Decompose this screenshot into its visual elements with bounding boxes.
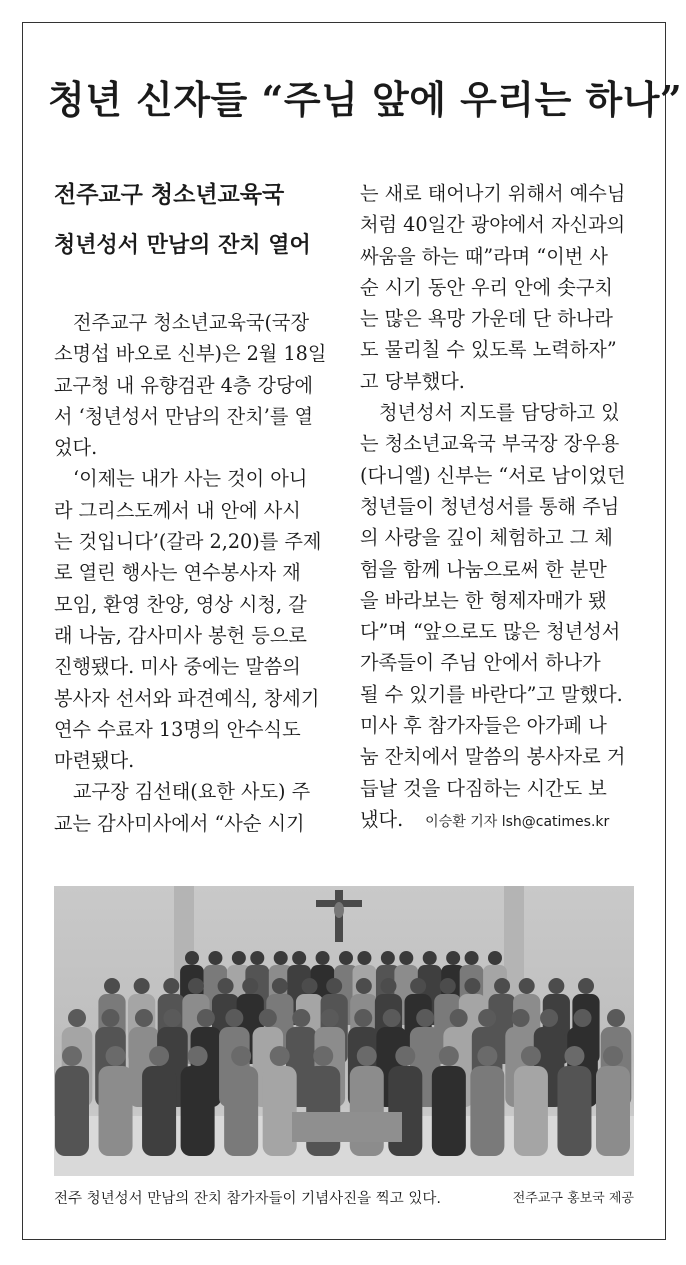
body-line: 눔 잔치에서 말씀의 봉사자로 거	[360, 745, 626, 769]
person-figure	[596, 1066, 630, 1156]
body-line: 서 ‘청년성서 만남의 잔치’를 열	[54, 404, 314, 428]
person-figure	[432, 1066, 466, 1156]
body-line: 교는 감사미사에서 “사순 시기	[54, 811, 305, 835]
person-figure	[181, 1066, 215, 1156]
body-line: 가족들이 주님 안에서 하나가	[360, 651, 601, 675]
person-head	[218, 978, 234, 994]
person-head	[62, 1046, 82, 1066]
body-line: 듭날 것을 다짐하는 시간도 보	[360, 776, 607, 800]
person-head	[185, 951, 199, 965]
person-head	[272, 978, 288, 994]
byline: 이승환 기자 lsh@catimes.kr	[425, 813, 610, 830]
person-head	[494, 978, 510, 994]
body-line: 는 많은 욕망 가운데 단 하나라	[360, 307, 613, 331]
person-head	[231, 1046, 251, 1066]
person-head	[380, 978, 396, 994]
person-head	[578, 978, 594, 994]
person-head	[188, 1046, 208, 1066]
person-head	[188, 978, 204, 994]
person-head	[259, 1009, 277, 1027]
body-line: 는 청소년교육국 부국장 장우용	[360, 432, 620, 456]
subhead-secondary: 청년성서 만남의 잔치 열어	[54, 233, 311, 258]
person-head	[440, 978, 456, 994]
body-line: 을 바라보는 한 형제자매가 됐	[360, 588, 607, 612]
body-line: 진행됐다. 미사 중에는 말씀의	[54, 655, 301, 679]
body-line: 교구장 김선태(요한 사도) 주	[73, 780, 311, 804]
person-head	[68, 1009, 86, 1027]
person-head	[383, 1009, 401, 1027]
person-head	[302, 978, 318, 994]
person-figure	[557, 1066, 591, 1156]
body-line: 연수 수료자 13명의 안수식도	[54, 717, 301, 741]
person-figure	[306, 1066, 340, 1156]
headline: 청년 신자들 “주님 앞에 우리는 하나”	[48, 77, 683, 122]
person-head	[548, 978, 564, 994]
person-head	[274, 951, 288, 965]
body-line: 었다.	[54, 436, 98, 460]
person-head	[326, 978, 342, 994]
body-line: 다”며 “앞으로도 많은 청년성서	[360, 620, 621, 644]
person-head	[356, 978, 372, 994]
person-head	[321, 1009, 339, 1027]
person-head	[208, 951, 222, 965]
person-head	[270, 1046, 290, 1066]
body-line: 라 그리스도께서 내 안에 사시	[54, 498, 301, 522]
photo-caption-bar	[54, 1186, 634, 1212]
body-line: 는 새로 태어나기 위해서 예수님	[360, 182, 626, 205]
body-line: 마련됐다.	[54, 749, 135, 773]
person-head	[225, 1009, 243, 1027]
person-head	[488, 951, 502, 965]
person-figure	[224, 1066, 258, 1156]
person-head	[410, 978, 426, 994]
body-line: 도 물리칠 수 있도록 노력하자”	[360, 338, 617, 362]
body-column-right	[360, 178, 640, 838]
body-line: 순 시기 동안 우리 안에 솟구치	[360, 275, 613, 299]
person-figure	[55, 1066, 89, 1156]
person-figure	[470, 1066, 504, 1156]
person-head	[163, 978, 179, 994]
person-head	[381, 951, 395, 965]
body-line: 봉사자 선서와 파견예식, 창세기	[54, 686, 320, 710]
person-head	[450, 1009, 468, 1027]
body-line: 청년성서 지도를 담당하고 있	[379, 401, 620, 425]
person-head	[477, 1046, 497, 1066]
person-head	[106, 1046, 126, 1066]
person-figure	[263, 1066, 297, 1156]
person-head	[439, 1046, 459, 1066]
person-head	[607, 1009, 625, 1027]
person-head	[104, 978, 120, 994]
body-line: 청년들이 청년성서를 통해 주님	[360, 494, 620, 518]
person-head	[603, 1046, 623, 1066]
body-line: 교구청 내 유향검관 4층 강당에	[54, 373, 314, 397]
body-line: 모임, 환영 찬양, 영상 시청, 갈	[54, 592, 307, 616]
person-head	[416, 1009, 434, 1027]
person-head	[292, 1009, 310, 1027]
person-head	[316, 951, 330, 965]
person-head	[512, 1009, 530, 1027]
body-line: 의 사랑을 깊이 체험하고 그 체	[360, 526, 613, 550]
person-head	[149, 1046, 169, 1066]
person-head	[540, 1009, 558, 1027]
person-figure	[142, 1066, 176, 1156]
person-head	[399, 951, 413, 965]
person-head	[134, 978, 150, 994]
person-head	[313, 1046, 333, 1066]
person-head	[465, 951, 479, 965]
person-head	[232, 951, 246, 965]
person-head	[564, 1046, 584, 1066]
person-figure	[350, 1066, 384, 1156]
body-line: 험을 함께 나눔으로써 한 분만	[360, 557, 607, 581]
person-head	[521, 1046, 541, 1066]
body-line: (다니엘) 신부는 “서로 남이었던	[360, 463, 626, 487]
person-head	[395, 1046, 415, 1066]
person-head	[519, 978, 535, 994]
person-figure	[514, 1066, 548, 1156]
body-line: 싸움을 하는 때”라며 “이번 사	[360, 244, 608, 268]
group-photo	[54, 886, 634, 1176]
body-line: ‘이제는 내가 사는 것이 아니	[73, 467, 308, 491]
body-line: 로 열린 행사는 연수봉사자 재	[54, 561, 301, 585]
closing-line	[360, 804, 640, 838]
person-head	[478, 1009, 496, 1027]
body-line: 냈다.	[360, 807, 404, 831]
person-head	[101, 1009, 119, 1027]
person-head	[357, 1046, 377, 1066]
person-head	[339, 951, 353, 965]
person-head	[292, 951, 306, 965]
body-column-left	[54, 307, 344, 839]
person-figure	[388, 1066, 422, 1156]
body-line: 래 나눔, 감사미사 봉헌 등으로	[54, 623, 307, 647]
person-head	[574, 1009, 592, 1027]
person-figure	[99, 1066, 133, 1156]
body-line: 처럼 40일간 광야에서 자신과의	[360, 213, 626, 237]
body-line: 미사 후 참가자들은 아가페 나	[360, 714, 607, 738]
person-head	[446, 951, 460, 965]
person-head	[163, 1009, 181, 1027]
person-head	[242, 978, 258, 994]
person-head	[357, 951, 371, 965]
person-head	[464, 978, 480, 994]
person-head	[354, 1009, 372, 1027]
body-line: 는 것입니다’(갈라 2,20)를 주제	[54, 530, 322, 554]
subhead-primary: 전주교구 청소년교육국	[54, 182, 285, 208]
person-head	[135, 1009, 153, 1027]
person-head	[250, 951, 264, 965]
photo-credit: 전주교구 홍보국 제공	[512, 1191, 634, 1206]
body-line: 될 수 있기를 바란다”고 말했다.	[360, 682, 623, 706]
photo-caption: 전주 청년성서 만남의 잔치 참가자들이 기념사진을 찍고 있다.	[54, 1191, 442, 1207]
person-head	[197, 1009, 215, 1027]
body-line: 고 당부했다.	[360, 369, 465, 393]
body-line: 소명섭 바오로 신부)은 2월 18일	[54, 342, 327, 366]
body-line: 전주교구 청소년교육국(국장	[73, 311, 310, 334]
person-head	[423, 951, 437, 965]
